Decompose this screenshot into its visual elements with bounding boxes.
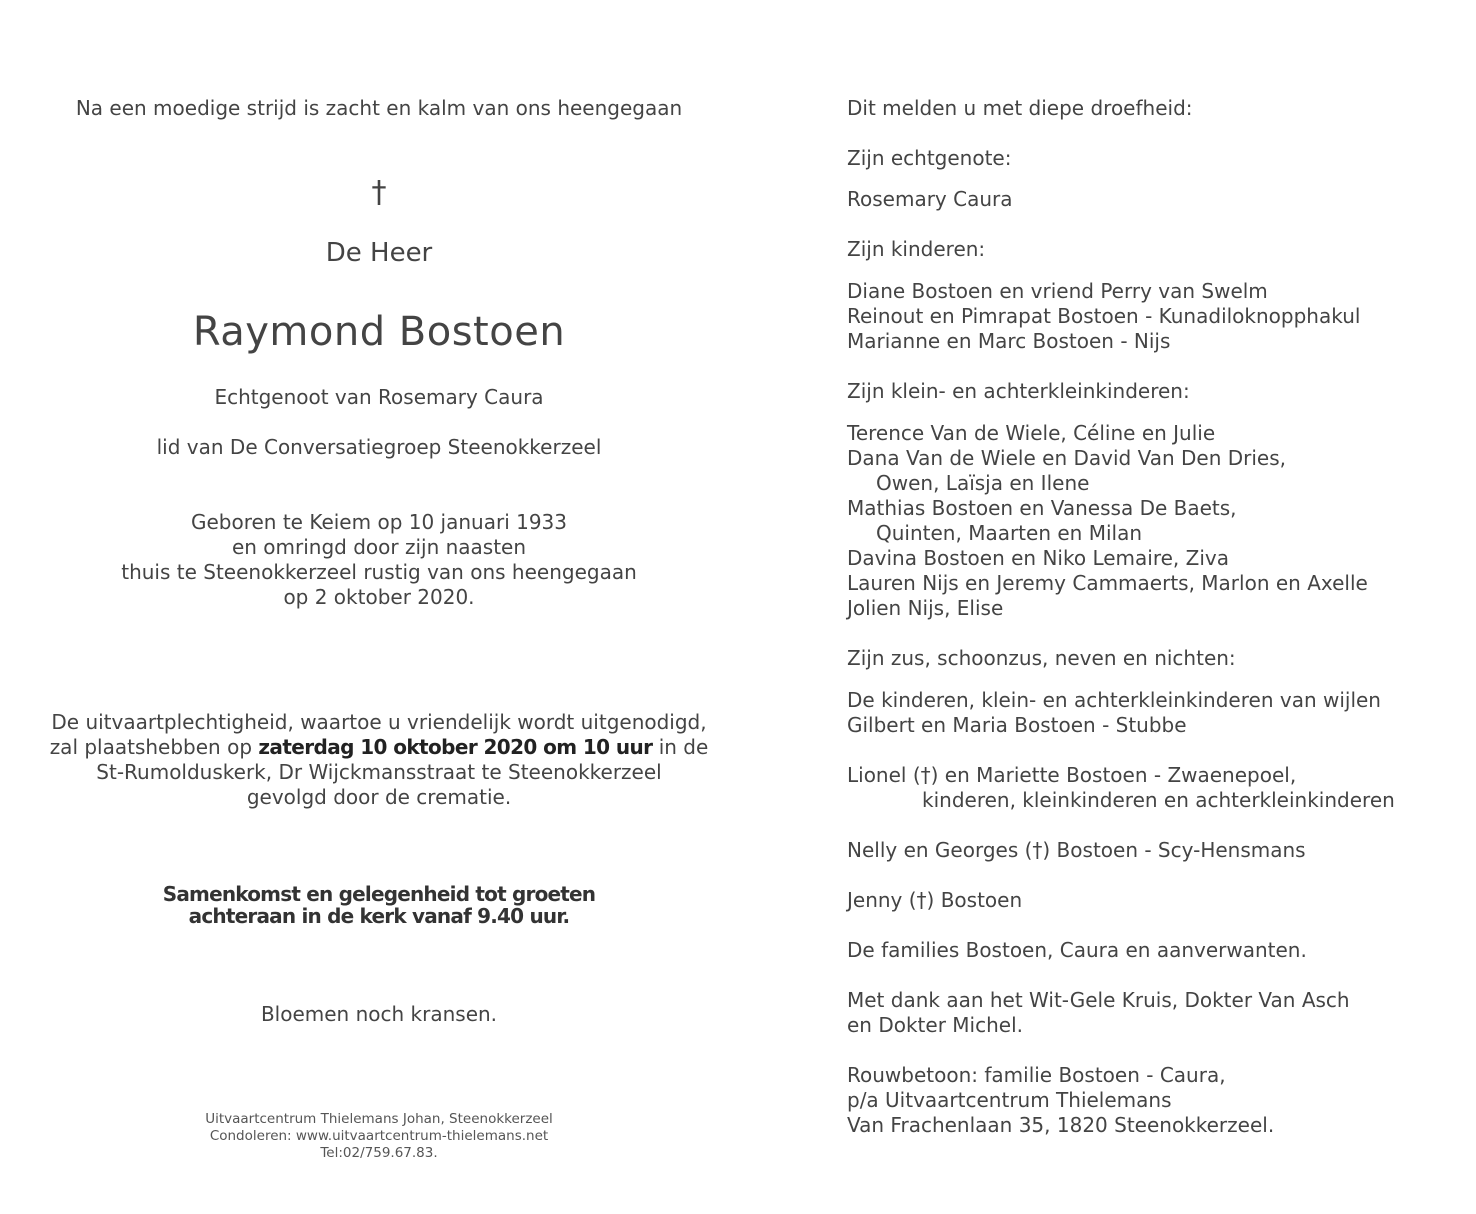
list-item: Mathias Bostoen en Vanessa De Baets, — [847, 496, 1237, 520]
gathering-line: Samenkomst en gelegenheid tot groeten — [162, 882, 596, 906]
list-item: Davina Bostoen en Niko Lemaire, Ziva — [847, 546, 1229, 570]
ceremony-line: gevolgd door de crematie. — [246, 785, 512, 809]
condolence-line: p/a Uitvaartcentrum Thielemans — [847, 1088, 1172, 1112]
ceremony-block — [30, 710, 728, 810]
spouse-name: Rosemary Caura — [847, 187, 1013, 211]
condolence-block — [847, 1063, 1274, 1138]
ceremony-line — [30, 735, 728, 760]
footer-block — [30, 1111, 728, 1162]
grandchildren-list — [847, 421, 1368, 621]
birth-line: en omringd door zijn naasten — [231, 535, 527, 559]
deceased-name: Raymond Bostoen — [192, 309, 566, 355]
thanks-line: en Dokter Michel. — [847, 1013, 1023, 1037]
footer-line: Uitvaartcentrum Thielemans Johan, Steenokkerzeel — [205, 1111, 553, 1127]
birth-block — [30, 510, 728, 610]
ceremony-date: zaterdag 10 oktober 2020 om 10 uur — [258, 735, 653, 759]
list-item: Jenny (†) Bostoen — [847, 888, 1023, 912]
siblings-block — [847, 763, 1395, 813]
siblings-block — [847, 688, 1381, 738]
siblings-heading: Zijn zus, schoonzus, neven en nichten: — [847, 646, 1236, 670]
birth-line: Geboren te Keiem op 10 januari 1933 — [190, 510, 568, 534]
spouse-line: Echtgenoot van Rosemary Caura — [214, 385, 544, 409]
list-item: Dana Van de Wiele en David Van Den Dries, — [847, 446, 1286, 470]
list-item: Reinout en Pimrapat Bostoen - Kunadiloknopphakul — [847, 304, 1361, 328]
footer-line: Condoleren: www.uitvaartcentrum-thielemans.net — [209, 1128, 549, 1144]
ceremony-text: in de — [652, 735, 709, 759]
thanks-block — [847, 988, 1350, 1038]
condolence-line: Rouwbetoon: familie Bostoen - Caura, — [847, 1063, 1226, 1087]
list-item: Quinten, Maarten en Milan — [876, 521, 1142, 545]
list-item: Marianne en Marc Bostoen - Nijs — [847, 329, 1171, 353]
list-item: Owen, Laïsja en Ilene — [876, 471, 1090, 495]
list-item: Nelly en Georges (†) Bostoen - Scy-Hensmans — [847, 838, 1306, 862]
footer-line: Tel:02/759.67.83. — [320, 1145, 438, 1161]
list-item: Lionel (†) en Mariette Bostoen - Zwaenepoel, — [847, 763, 1297, 787]
condolence-line: Van Frachenlaan 35, 1820 Steenokkerzeel. — [847, 1113, 1275, 1137]
list-item: Diane Bostoen en vriend Perry van Swelm — [847, 279, 1268, 303]
ceremony-line: St-Rumolduskerk, Dr Wijckmansstraat te Steenokkerzeel — [96, 760, 662, 784]
spouse-heading: Zijn echtgenote: — [847, 146, 1012, 170]
birth-line: op 2 oktober 2020. — [283, 585, 475, 609]
children-heading: Zijn kinderen: — [847, 237, 986, 261]
list-item: De kinderen, klein- en achterkleinkinderen van wijlen — [847, 688, 1381, 712]
thanks-line: Met dank aan het Wit-Gele Kruis, Dokter Van Asch — [847, 988, 1350, 1012]
cross-icon: † — [371, 175, 387, 210]
list-item: Terence Van de Wiele, Céline en Julie — [847, 421, 1216, 445]
families-text: De families Bostoen, Caura en aanverwanten. — [847, 938, 1307, 962]
ceremony-line: De uitvaartplechtigheid, waartoe u vriendelijk wordt uitgenodigd, — [51, 710, 707, 734]
birth-line: thuis te Steenokkerzeel rustig van ons heengegaan — [121, 560, 637, 584]
list-item: Jolien Nijs, Elise — [847, 596, 1004, 620]
announce-text: Dit melden u met diepe droefheid: — [847, 96, 1193, 120]
gathering-block — [30, 883, 728, 927]
ceremony-text: zal plaatshebben op — [49, 735, 259, 759]
children-list — [847, 279, 1360, 354]
intro-text: Na een moedige strijd is zacht en kalm van ons heengegaan — [75, 96, 683, 120]
right-column — [847, 0, 1447, 1214]
honorific: De Heer — [325, 238, 433, 268]
member-line: lid van De Conversatiegroep Steenokkerzeel — [156, 435, 602, 459]
list-item: Gilbert en Maria Bostoen - Stubbe — [847, 713, 1187, 737]
left-column — [30, 0, 728, 1214]
grandchildren-heading: Zijn klein- en achterkleinkinderen: — [847, 379, 1190, 403]
list-item: Lauren Nijs en Jeremy Cammaerts, Marlon en Axelle — [847, 571, 1368, 595]
flowers-text: Bloemen noch kransen. — [260, 1002, 498, 1026]
list-item: kinderen, kleinkinderen en achterkleinkinderen — [922, 788, 1395, 812]
gathering-line: achteraan in de kerk vanaf 9.40 uur. — [188, 904, 570, 928]
